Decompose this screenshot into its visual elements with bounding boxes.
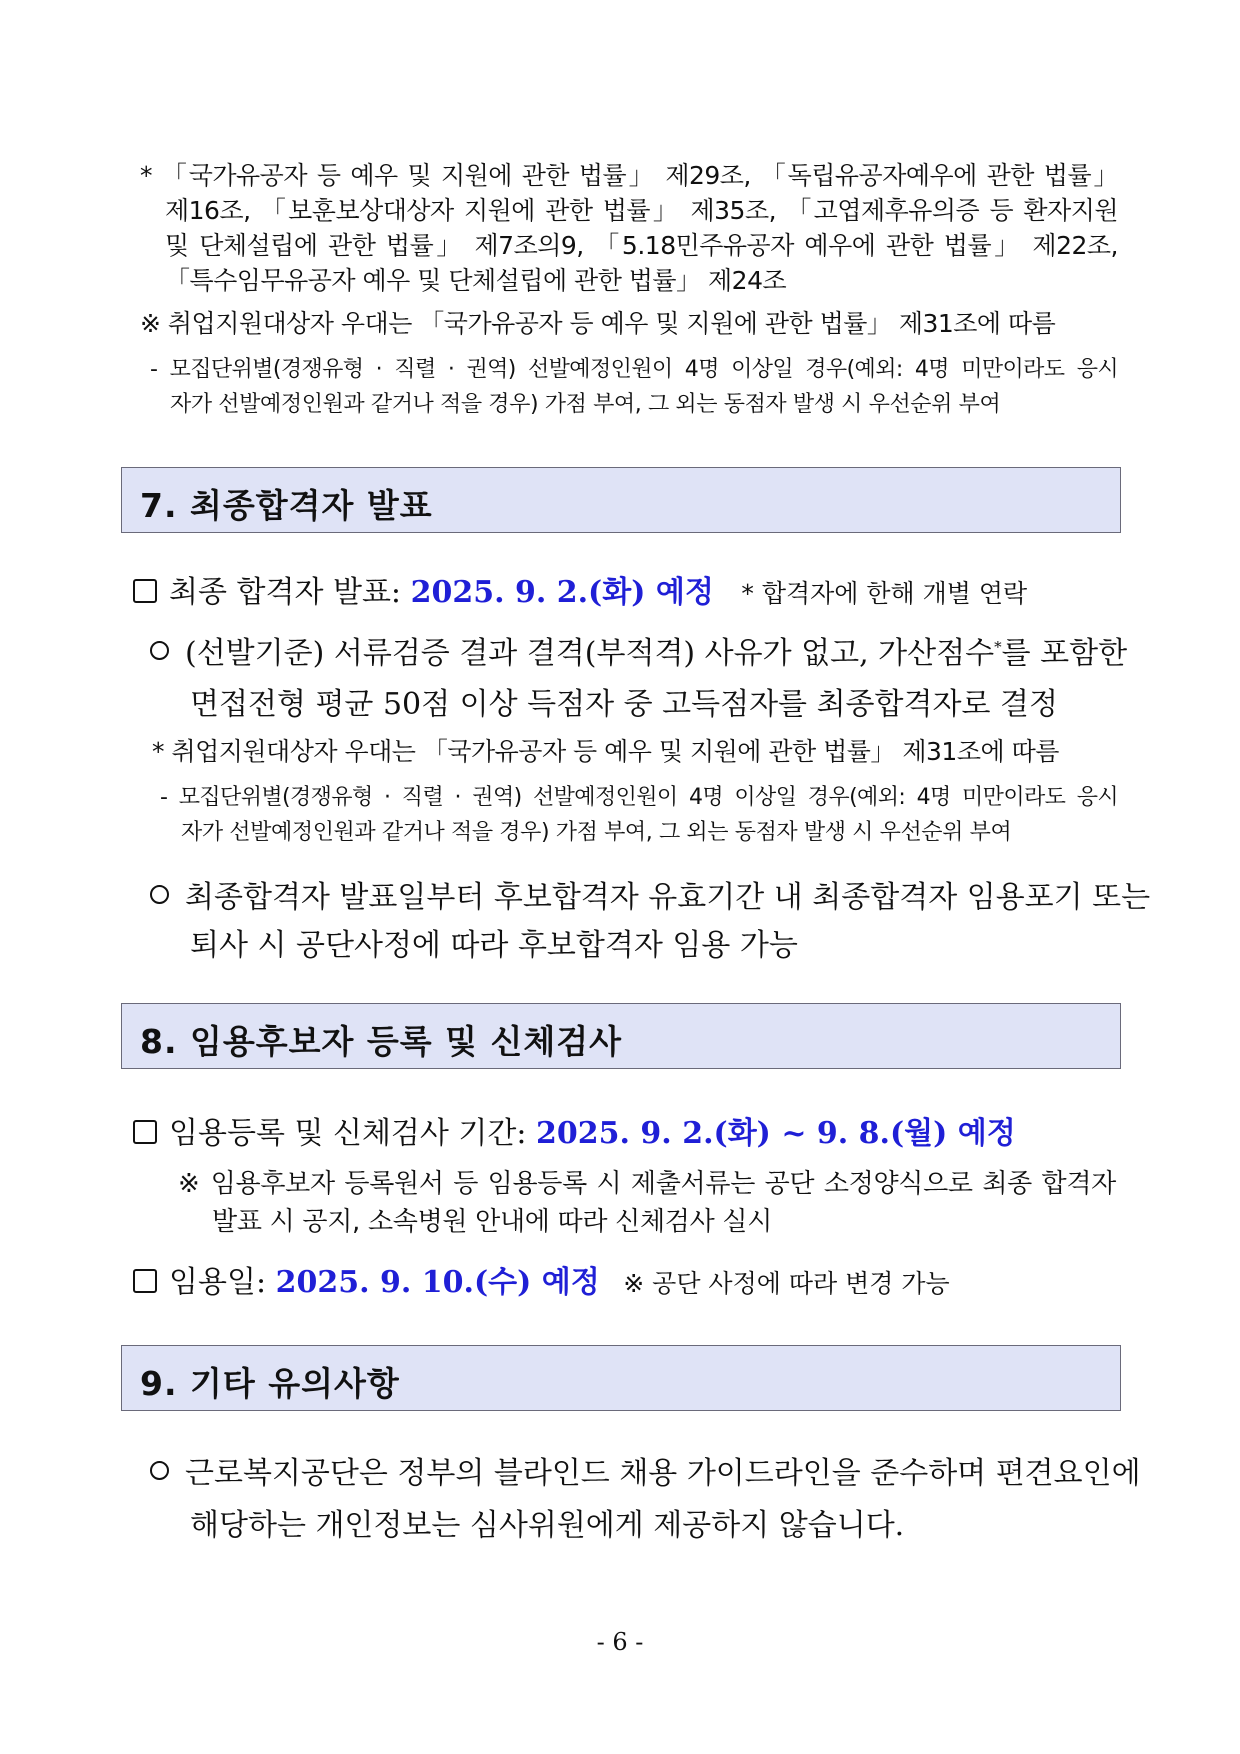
final-announcement-label: 최종 합격자 발표:: [169, 575, 402, 610]
registration-note-line-1: ※ 임용후보자 등록원서 등 임용등록 시 제출서류는 공단 소정양식으로 최종 합격자: [178, 1169, 1116, 1199]
selection-criteria-line-2: 면접전형 평균 50점 이상 득점자 중 고득점자를 최종합격자로 결정: [190, 687, 1058, 722]
employment-support-note: ※ 취업지원대상자 우대는 「국가유공자 등 예우 및 지원에 관한 법률」 제31조에 따름: [140, 309, 1056, 338]
checkbox-square-icon: [133, 1269, 157, 1293]
blind-hiring-line-2: 해당하는 개인정보는 심사위원에게 제공하지 않습니다.: [190, 1508, 905, 1543]
selection-criteria-text-end: 를 포함한: [1001, 636, 1128, 671]
employment-support-note-2: * 취업지원대상자 우대는 「국가유공자 등 예우 및 지원에 관한 법률」 제31조에 따름: [152, 737, 1059, 766]
blind-hiring-text: 근로복지공단은 정부의 블라인드 채용 가이드라인을 준수하며 편견요인에: [185, 1456, 1141, 1491]
registration-note-line-2: 발표 시 공지, 소속병원 안내에 따라 신체검사 실시: [212, 1207, 773, 1237]
checkbox-square-icon: [133, 579, 157, 603]
bonus-rule-line-3: - 모집단위별(경쟁유형 · 직렬 · 권역) 선발예정인원이 4명 이상일 경우(예외: 4명 미만이라도 응시: [160, 785, 1118, 810]
checkbox-square-icon: [133, 1120, 157, 1144]
appointment-date-note: ※ 공단 사정에 따라 변경 가능: [623, 1269, 950, 1298]
circle-bullet-icon: [150, 641, 169, 660]
reserve-candidate-line-2: 퇴사 시 공단사정에 따라 후보합격자 임용 가능: [190, 928, 798, 963]
page-number: - 6 -: [596, 1628, 644, 1656]
law-note-line-1: * 「국가유공자 등 예우 및 지원에 관한 법률」 제29조, 「독립유공자예우에 관한 법률」: [140, 161, 1118, 190]
bonus-rule-line-4: 자가 선발예정인원과 같거나 적을 경우) 가점 부여, 그 외는 동점자 발생 시 우선순위 부여: [181, 820, 1012, 845]
law-note-line-3: 및 단체설립에 관한 법률」 제7조의9, 「5.18민주유공자 예우에 관한 법률」 제22조,: [165, 231, 1118, 260]
appointment-date-item: [133, 1257, 950, 1301]
section-8-header: [121, 1003, 1121, 1069]
registration-period-item: [133, 1108, 1016, 1152]
circle-bullet-icon: [150, 885, 169, 904]
circle-bullet-icon: [150, 1461, 169, 1480]
section-9-title: 9. 기타 유의사항: [140, 1364, 400, 1403]
registration-period-label: 임용등록 및 신체검사 기간:: [169, 1116, 527, 1151]
appointment-date-value: 2025. 9. 10.(수) 예정: [275, 1265, 600, 1300]
selection-criteria-text: (선발기준) 서류검증 결과 결격(부적격) 사유가 없고, 가산점수: [185, 636, 995, 671]
registration-period-date: 2025. 9. 2.(화) ~ 9. 8.(월) 예정: [536, 1116, 1016, 1151]
final-announcement-note: * 합격자에 한해 개별 연락: [741, 579, 1028, 608]
section-9-header: [121, 1345, 1121, 1411]
law-note-line-4: 「특수임무유공자 예우 및 단체설립에 관한 법률」 제24조: [165, 266, 787, 295]
bonus-rule-line-1: - 모집단위별(경쟁유형 · 직렬 · 권역) 선발예정인원이 4명 이상일 경우(예외: 4명 미만이라도 응시: [150, 357, 1118, 382]
selection-criteria-line-1: [150, 628, 1128, 672]
final-announcement-item: [133, 567, 1027, 611]
bonus-rule-line-2: 자가 선발예정인원과 같거나 적을 경우) 가점 부여, 그 외는 동점자 발생 시 우선순위 부여: [170, 392, 1001, 417]
section-8-title: 8. 임용후보자 등록 및 신체검사: [140, 1022, 622, 1061]
reserve-candidate-line-1: [150, 872, 1151, 916]
section-7-title: 7. 최종합격자 발표: [140, 486, 433, 525]
final-announcement-date: 2025. 9. 2.(화) 예정: [410, 575, 714, 610]
appointment-date-label: 임용일:: [169, 1265, 267, 1300]
section-7-header: [121, 467, 1121, 533]
blind-hiring-line-1: [150, 1448, 1141, 1492]
reserve-candidate-text: 최종합격자 발표일부터 후보합격자 유효기간 내 최종합격자 임용포기 또는: [185, 880, 1151, 915]
footnote-mark: *: [994, 638, 1002, 656]
law-note-line-2: 제16조, 「보훈보상대상자 지원에 관한 법률」 제35조, 「고엽제후유의증 등 환자지원: [165, 196, 1118, 225]
